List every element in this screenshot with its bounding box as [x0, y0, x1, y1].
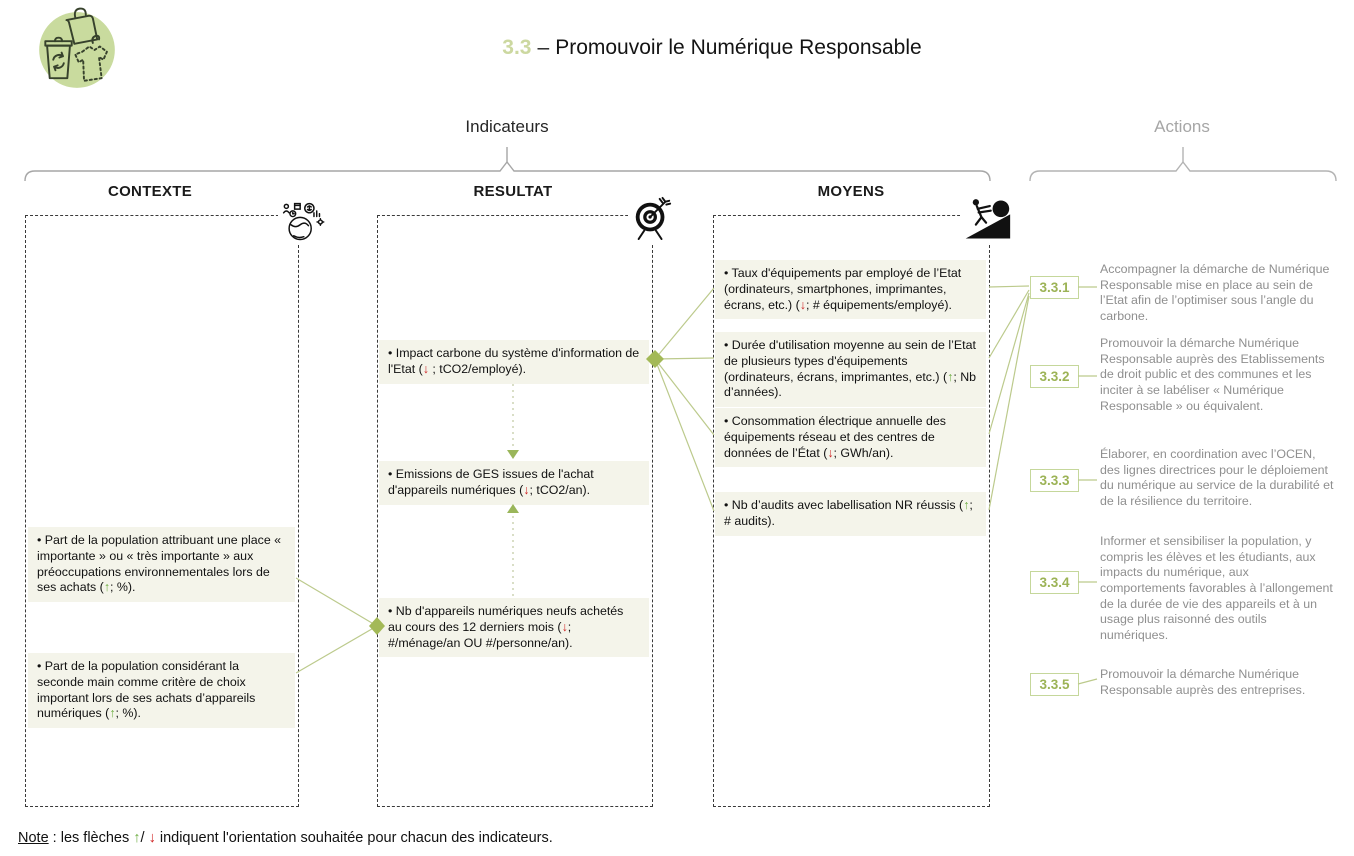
trend-arrow-icon: ↑ [103, 580, 111, 595]
target-arrow-icon [628, 192, 676, 244]
indicator-resultat-nb-appareils [379, 598, 649, 657]
actions-label: Actions [1154, 117, 1210, 136]
indicator-moyens-duree-utilisation [715, 332, 986, 407]
indicator-unit: ; Nb d’années). [724, 369, 977, 400]
contexte-header: CONTEXTE [107, 183, 193, 200]
resultat-column-box [377, 215, 653, 807]
action-text-3-3-1: Accompagner la démarche de Numérique Responsable mise en place au sein de l’Etat afin de l’optimiser sous l’angle du carbone. [1100, 262, 1330, 323]
note-slash: / [140, 830, 149, 846]
title-dash: – [537, 36, 550, 59]
action-text-3-3-3: Élaborer, en coordination avec l’OCEN, des lignes directrices pour le déploiement du numérique au service de la durabilité et de la résilience du territoire. [1100, 447, 1334, 508]
trend-arrow-icon: ↑ [947, 369, 954, 384]
action-badge-3-3-3: 3.3.3 [1030, 469, 1079, 492]
trend-arrow-icon: ↓ [561, 619, 568, 634]
action-badge-3-3-1: 3.3.1 [1030, 276, 1079, 299]
trend-arrow-icon: ↓ [523, 482, 530, 497]
indicator-text: • Taux d'équipements par employé de l’Etat (ordinateurs, smartphones, imprimantes, écrans, etc.) ( [724, 266, 962, 312]
indicator-text: • Part de la population attribuant une place « importante » ou « très importante » aux préoccupations environnementales lors de ses achats ( [37, 533, 282, 595]
effort-boulder-icon [960, 194, 1014, 244]
moyens-header: MOYENS [817, 183, 885, 200]
indicator-text: • Durée d'utilisation moyenne au sein de l’Etat de plusieurs types d'équipements (ordinateurs, écrans, imprimantes, etc.) ( [724, 338, 976, 384]
indicateurs-brace [25, 147, 990, 181]
actions-brace [1030, 147, 1336, 181]
indicator-contexte-seconde-main [28, 653, 295, 728]
trend-arrow-icon: ↓ [827, 445, 834, 460]
note-label: Note [18, 830, 49, 846]
indicator-unit: ; # audits). [724, 498, 973, 528]
indicator-text: • Consommation électrique annuelle des équipements réseau et des centres de données de l’État ( [724, 414, 946, 460]
indicator-resultat-impact-carbone [379, 340, 649, 384]
title-text: Promouvoir le Numérique Responsable [555, 36, 922, 59]
contexte-to-resultat-lines [296, 578, 385, 673]
trend-arrow-icon: ↑ [963, 498, 970, 512]
action-text-3-3-5: Promouvoir la démarche Numérique Responsable auprès des entreprises. [1100, 667, 1306, 697]
note-text-end: indiquent l'orientation souhaitée pour chacun des indicateurs. [155, 830, 553, 846]
indicator-text: • Impact carbone du système d'information de l'Etat ( [388, 346, 640, 376]
indicator-unit: ; # équipements/employé). [805, 297, 952, 312]
action-badge-3-3-4: 3.3.4 [1030, 571, 1079, 594]
indicator-unit: ; %). [115, 706, 141, 721]
badge-ticks [1078, 287, 1097, 684]
page-title [502, 36, 921, 60]
resultat-header: RESULTAT [473, 183, 553, 200]
trend-arrow-icon: ↓ [422, 361, 429, 376]
title-number: 3.3 [502, 36, 532, 59]
indicator-unit: ; %). [110, 580, 136, 595]
action-text-3-3-2: Promouvoir la démarche Numérique Responsable auprès des Etablissements de droit public et des communes et les inciter à se labéliser « Numérique Responsable » ou équivalent. [1100, 336, 1325, 413]
indicator-contexte-preoccupations [28, 527, 295, 602]
indicator-text: • Nb d’audits avec labellisation NR réussis ( [724, 498, 964, 512]
indicator-resultat-emissions-ges [379, 461, 649, 505]
indicator-moyens-audits [715, 492, 986, 536]
note-text: : les flèches [48, 830, 134, 846]
sustainability-logo [33, 6, 121, 94]
indicator-unit: ; GWh/an). [833, 445, 894, 460]
trend-arrow-icon: ↓ [799, 297, 806, 312]
indicator-text: • Emissions de GES issues de l'achat d'appareils numériques ( [388, 467, 594, 497]
recycle-bag-shirt-icon [33, 6, 121, 94]
indicator-unit: ; tCO2/employé). [428, 361, 527, 376]
footnote [18, 830, 553, 846]
globe-economy-icon [278, 199, 326, 245]
resultat-to-moyens-lines [646, 288, 714, 511]
up-arrow-icon: ↑ [133, 830, 141, 846]
down-arrow-icon: ↓ [148, 830, 156, 846]
indicator-text: • Part de la population considérant la seconde main comme critère de choix important lors de ses achats d’appareils numériques ( [37, 659, 256, 721]
action-badge-3-3-5: 3.3.5 [1030, 673, 1079, 696]
action-badge-3-3-2: 3.3.2 [1030, 365, 1079, 388]
indicator-moyens-taux-equipements [715, 260, 986, 319]
indicateurs-label: Indicateurs [465, 117, 549, 136]
indicator-unit: ; #/ménage/an OU #/personne/an). [388, 619, 573, 650]
trend-arrow-icon: ↑ [109, 706, 116, 721]
indicator-moyens-consommation [715, 408, 986, 467]
moyens-to-action-lines [989, 286, 1029, 510]
indicator-unit: ; tCO2/an). [529, 482, 591, 497]
indicator-text: • Nb d'appareils numériques neufs achetés au cours des 12 derniers mois ( [388, 604, 624, 634]
action-text-3-3-4: Informer et sensibiliser la population, y compris les élèves et les étudiants, aux impacts du numérique, aux comportements favorables à l’allongement de la durée de vie des appareils et à un usage plus raisonné des outils numériques. [1100, 534, 1333, 642]
